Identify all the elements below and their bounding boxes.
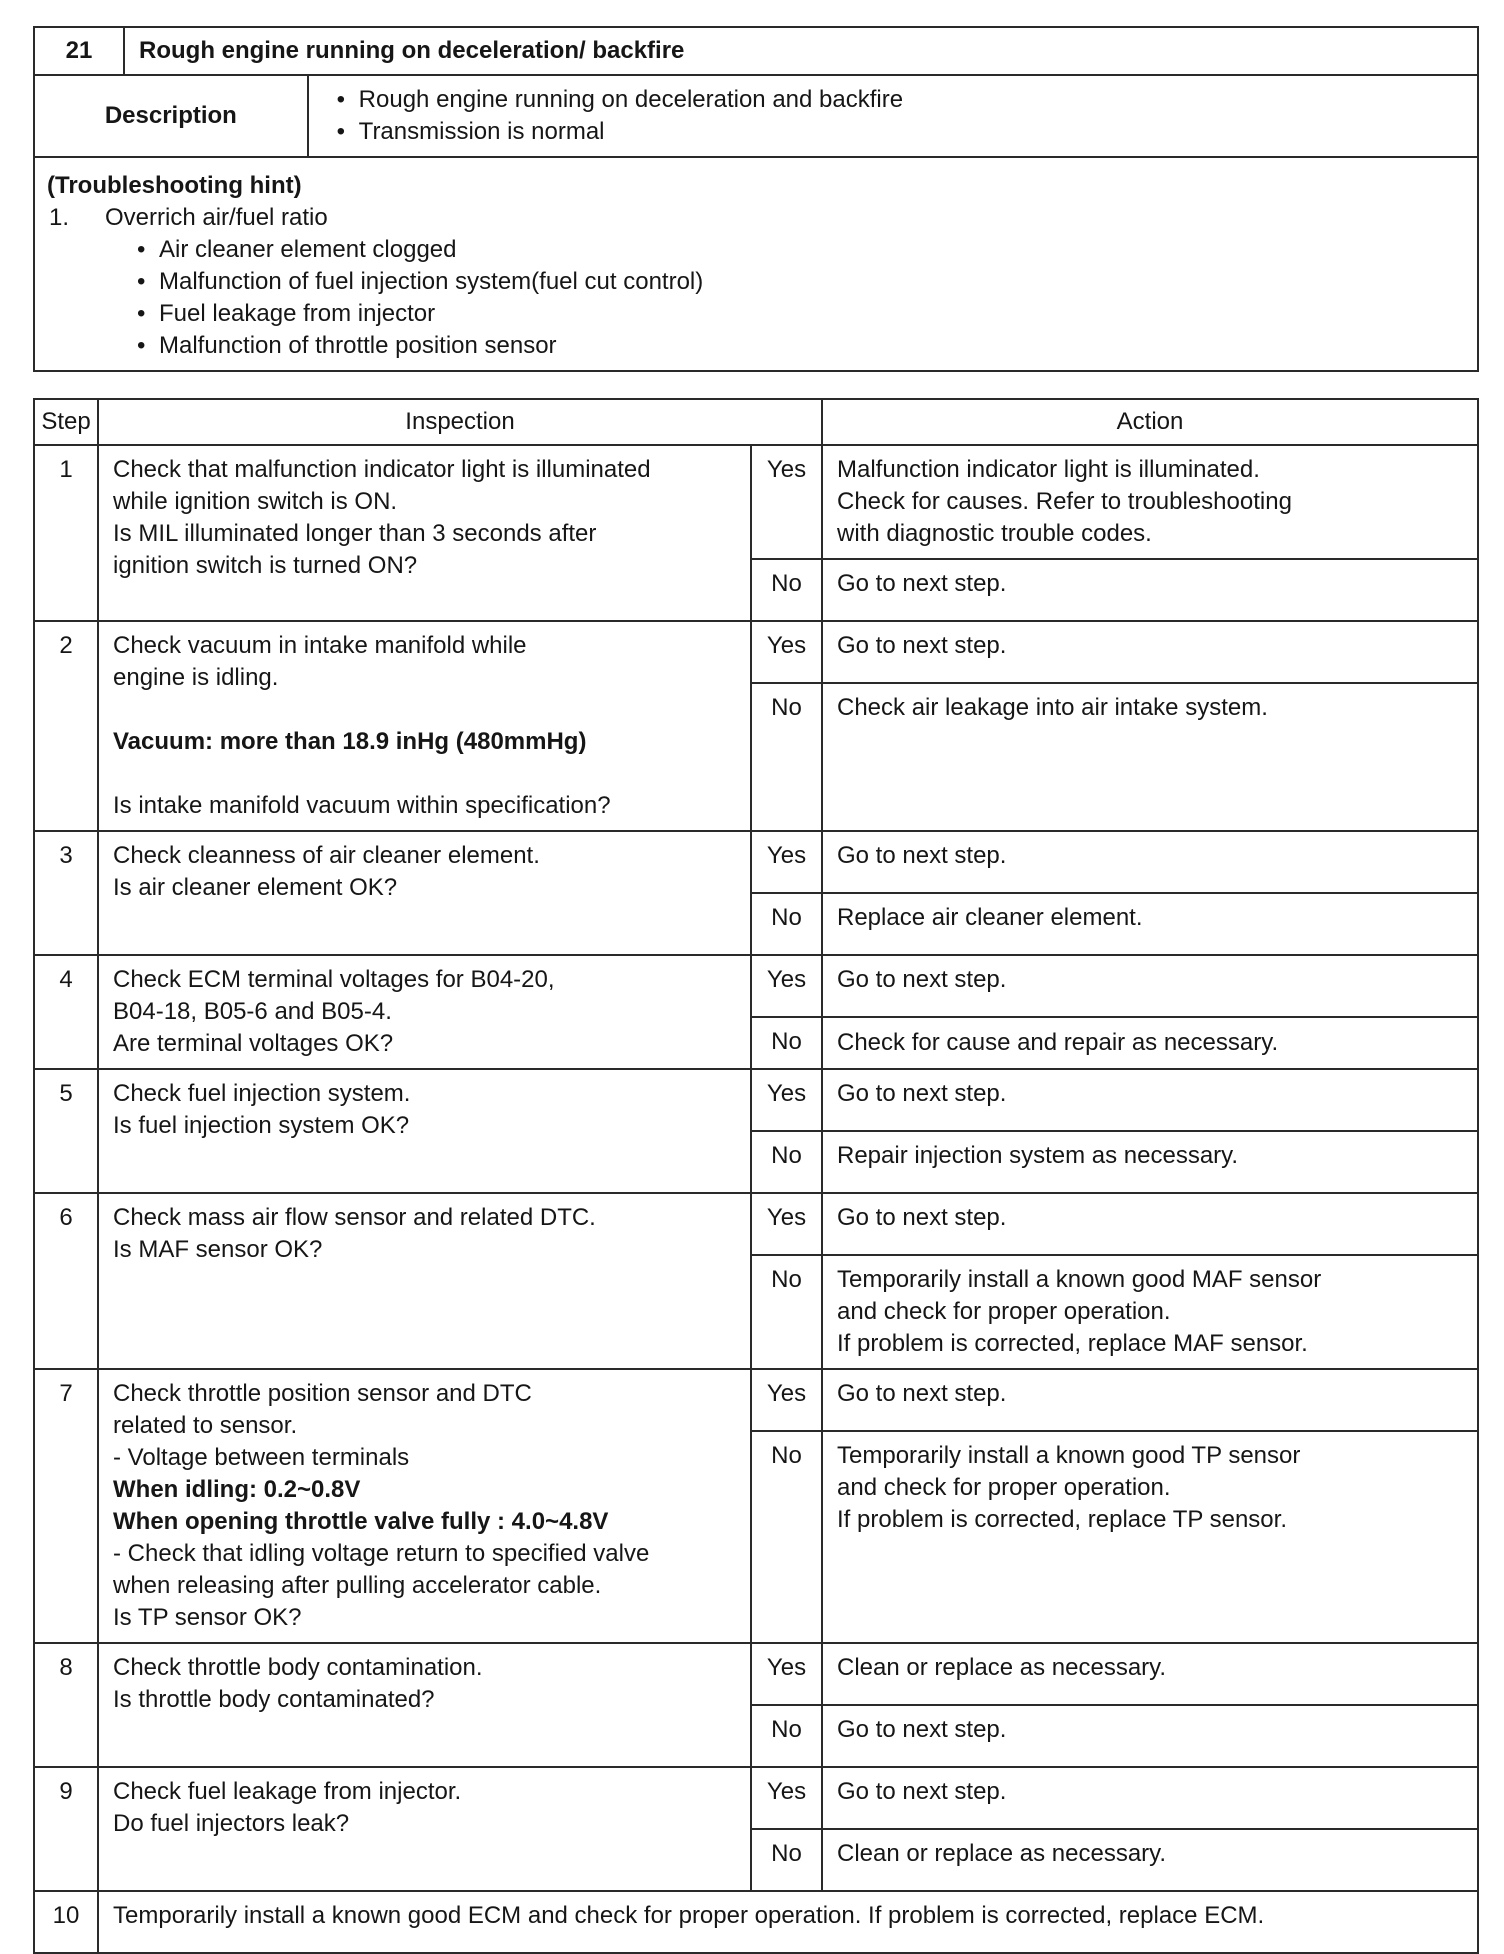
yes-label: Yes [751,831,822,893]
inspection-question: Is intake manifold vacuum within specification? [113,792,611,819]
inspection-line: while ignition switch is ON. [113,488,398,515]
final-step-text: Temporarily install a known good ECM and check for proper operation. If problem is corrected, replace ECM. [98,1891,1478,1953]
step-row [34,955,1478,1017]
step-row [34,1369,1478,1431]
step-inspection [98,621,751,831]
yes-action: Go to next step. [822,1369,1478,1431]
yes-label: Yes [751,1767,822,1829]
hint-cause-number: 1. [49,204,70,231]
spacer [113,758,736,790]
description-label: Description [34,75,308,157]
no-action: Go to next step. [822,1705,1478,1767]
steps-table [33,398,1479,1954]
action-line: If problem is corrected, replace MAF sensor. [837,1330,1308,1357]
inspection-line: Do fuel injectors leak? [113,1810,350,1837]
inspection-line: Check that malfunction indicator light is illuminated [113,456,651,483]
inspection-line: Is air cleaner element OK? [113,874,398,901]
inspection-line: Is fuel injection system OK? [113,1112,410,1139]
no-label: No [751,1017,822,1069]
steps-section [33,398,1479,1954]
step-row [34,1193,1478,1255]
step-number: 4 [34,955,98,1069]
hint-cause [47,202,1465,234]
action-line: Temporarily install a known good MAF sensor [837,1266,1322,1293]
step-inspection [98,955,751,1069]
no-action: Repair injection system as necessary. [822,1131,1478,1193]
yes-label: Yes [751,445,822,559]
hint-item: • Malfunction of fuel injection system(fuel cut control) [47,266,1465,298]
step-number: 7 [34,1369,98,1643]
yes-label: Yes [751,955,822,1017]
yes-label: Yes [751,1193,822,1255]
inspection-line: related to sensor. [113,1412,298,1439]
no-label: No [751,1705,822,1767]
yes-action: Go to next step. [822,621,1478,683]
no-label: No [751,683,822,831]
specification: Vacuum: more than 18.9 inHg (480mmHg) [113,728,587,755]
inspection-line: Check ECM terminal voltages for B04-20, [113,966,555,993]
step-number: 10 [34,1891,98,1953]
no-action: Clean or replace as necessary. [822,1829,1478,1891]
inspection-line: Check fuel leakage from injector. [113,1778,462,1805]
header-step: Step [34,399,98,445]
header-table [33,26,1479,372]
action-line: Temporarily install a known good TP sensor [837,1442,1301,1469]
step-number: 1 [34,445,98,621]
inspection-line: Check throttle position sensor and DTC [113,1380,532,1407]
description-row [34,75,1478,157]
action-line: Malfunction indicator light is illuminated. [837,456,1260,483]
step-row [34,1069,1478,1131]
no-action: Replace air cleaner element. [822,893,1478,955]
inspection-line: Is throttle body contaminated? [113,1686,435,1713]
description-item: • Rough engine running on deceleration and backfire [337,84,1449,116]
action-line: and check for proper operation. [837,1298,1171,1325]
inspection-line: B04-18, B05-6 and B05-4. [113,998,392,1025]
yes-label: Yes [751,1069,822,1131]
description-item: • Transmission is normal [337,116,1449,148]
action-line: with diagnostic trouble codes. [837,520,1152,547]
step-inspection [98,445,751,621]
inspection-line: engine is idling. [113,664,279,691]
no-action [822,1431,1478,1643]
hint-item: • Air cleaner element clogged [47,234,1465,266]
step-number: 5 [34,1069,98,1193]
spacer [113,694,736,726]
no-label: No [751,893,822,955]
no-action [822,1255,1478,1369]
inspection-line: - Voltage between terminals [113,1444,410,1471]
inspection-line: Is MAF sensor OK? [113,1236,323,1263]
yes-action: Clean or replace as necessary. [822,1643,1478,1705]
action-line: and check for proper operation. [837,1474,1171,1501]
inspection-line: Check vacuum in intake manifold while [113,632,527,659]
no-action: Go to next step. [822,559,1478,621]
step-inspection [98,1369,751,1643]
action-line: If problem is corrected, replace TP sensor. [837,1506,1287,1533]
step-inspection [98,1767,751,1891]
no-action: Check air leakage into air intake system. [822,683,1478,831]
step-number: 2 [34,621,98,831]
step-number: 9 [34,1767,98,1891]
step-row [34,445,1478,559]
yes-label: Yes [751,621,822,683]
step-row [34,621,1478,683]
action-line: Check for causes. Refer to troubleshooting [837,488,1292,515]
yes-action: Go to next step. [822,1069,1478,1131]
step-row [34,1643,1478,1705]
inspection-line: Is TP sensor OK? [113,1604,302,1631]
inspection-line: Check throttle body contamination. [113,1654,483,1681]
step-number: 8 [34,1643,98,1767]
troubleshooting-page [33,26,1479,1954]
step-number: 6 [34,1193,98,1369]
table-header-row [34,399,1478,445]
yes-action: Go to next step. [822,1193,1478,1255]
step-inspection [98,1193,751,1369]
yes-action [822,445,1478,559]
no-label: No [751,1431,822,1643]
troubleshooting-hint [34,157,1478,371]
hint-item: • Fuel leakage from injector [47,298,1465,330]
yes-label: Yes [751,1643,822,1705]
inspection-line: Check mass air flow sensor and related DTC. [113,1204,596,1231]
no-label: No [751,559,822,621]
no-label: No [751,1829,822,1891]
step-row [34,1767,1478,1829]
specification: When idling: 0.2~0.8V [113,1476,361,1503]
step-inspection [98,1069,751,1193]
step-inspection [98,1643,751,1767]
step-row [34,1891,1478,1953]
inspection-line: Check fuel injection system. [113,1080,411,1107]
title-row [34,27,1478,75]
procedure-title: Rough engine running on deceleration/ backfire [124,27,1478,75]
no-label: No [751,1131,822,1193]
specification: When opening throttle valve fully : 4.0~4.8V [113,1508,609,1535]
description-body [308,75,1478,157]
step-row [34,831,1478,893]
inspection-line: Check cleanness of air cleaner element. [113,842,540,869]
yes-action: Go to next step. [822,831,1478,893]
step-inspection [98,831,751,955]
inspection-line: Is MIL illuminated longer than 3 seconds after [113,520,597,547]
procedure-number: 21 [34,27,124,75]
inspection-line: when releasing after pulling accelerator cable. [113,1572,602,1599]
inspection-line: Are terminal voltages OK? [113,1030,394,1057]
yes-label: Yes [751,1369,822,1431]
hint-cause-title: Overrich air/fuel ratio [105,204,328,231]
inspection-line: ignition switch is turned ON? [113,552,418,579]
header-inspection: Inspection [98,399,822,445]
yes-action: Go to next step. [822,955,1478,1017]
step-number: 3 [34,831,98,955]
no-label: No [751,1255,822,1369]
inspection-line: - Check that idling voltage return to specified valve [113,1540,650,1567]
yes-action: Go to next step. [822,1767,1478,1829]
no-action: Check for cause and repair as necessary. [822,1017,1478,1069]
hint-heading: (Troubleshooting hint) [47,172,302,199]
header-action: Action [822,399,1478,445]
hint-item: • Malfunction of throttle position sensor [47,330,1465,362]
hint-row [34,157,1478,371]
